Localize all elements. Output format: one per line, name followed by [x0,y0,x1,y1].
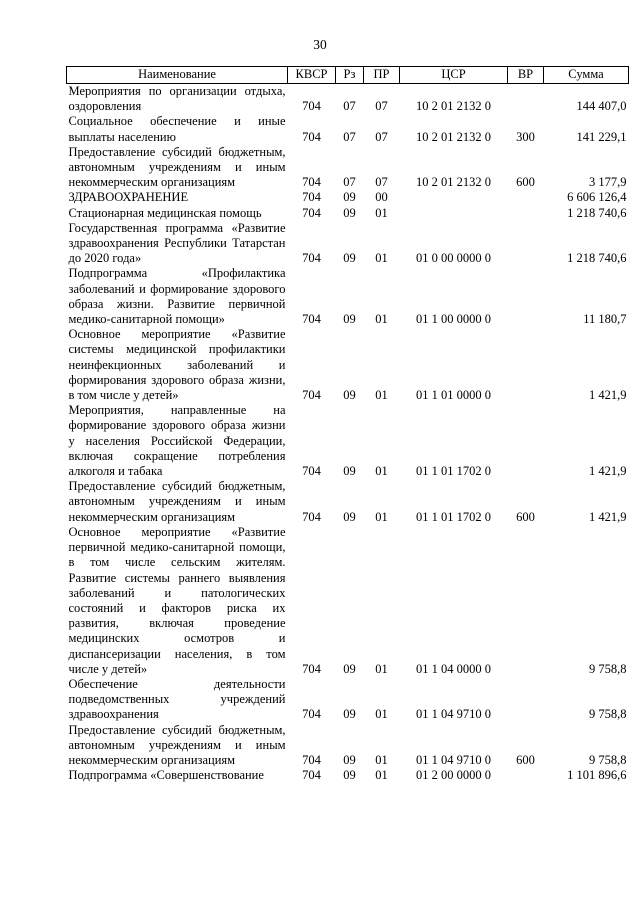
cell-csr: 01 1 01 1702 0 [416,509,491,524]
cell-kvsr: 704 [302,99,321,114]
cell-rz: 09 [343,388,356,403]
cell-pr: 01 [375,707,388,722]
cell-vr [508,525,544,677]
cell-sum: 144 407,0 [576,99,627,114]
cell-csr: 10 2 01 2132 0 [416,175,491,190]
cell-kvsr: 704 [302,312,321,327]
cell-sum: 9 758,8 [589,661,627,676]
cell-vr [508,768,544,783]
cell-sum: 3 177,9 [589,175,627,190]
cell-rz: 09 [343,464,356,479]
cell-csr: 01 1 04 9710 0 [416,707,491,722]
table-row [67,145,629,191]
cell-vr [508,206,544,221]
cell-name: Предоставление субсидий бюджетным, автономным учреждениям и иным некоммерческим организациям [68,479,286,524]
cell-kvsr: 704 [302,190,321,205]
cell-vr [508,403,544,479]
table-row [67,723,629,769]
cell-csr [400,206,508,221]
cell-name: Стационарная медицинская помощь [68,205,262,220]
cell-sum: 11 180,7 [583,312,627,327]
cell-kvsr: 704 [302,509,321,524]
cell-sum: 141 229,1 [576,129,627,144]
cell-rz: 09 [343,190,356,205]
cell-rz: 07 [343,175,356,190]
cell-sum: 9 758,8 [589,752,627,767]
table-row [67,479,629,525]
cell-name: Предоставление субсидий бюджетным, автономным учреждениям и иным некоммерческим организациям [68,144,286,190]
cell-vr: 600 [516,752,535,767]
budget-table [66,66,629,783]
cell-sum: 1 421,9 [589,464,627,479]
cell-name: Государственная программа «Развитие здравоохранения Республики Татарстан до 2020 года» [68,220,286,266]
header-vr: ВР [508,67,544,84]
cell-pr: 01 [375,661,388,676]
cell-pr: 00 [375,190,388,205]
cell-rz: 09 [343,707,356,722]
cell-pr: 01 [375,509,388,524]
cell-rz: 09 [343,251,356,266]
cell-sum: 9 758,8 [589,707,627,722]
cell-name: Мероприятия, направленные на формирование здорового образа жизни у населения Российской Федерации, включая сокращение потребления алкоголя и табака [68,403,286,479]
cell-rz: 09 [343,768,356,783]
header-name: Наименование [67,67,288,84]
cell-vr: 600 [516,509,535,524]
cell-pr: 07 [375,99,388,114]
header-kvsr: КВСР [288,67,336,84]
cell-sum: 1 218 740,6 [567,251,627,266]
cell-csr: 01 2 00 0000 0 [416,768,491,783]
cell-rz: 09 [343,752,356,767]
cell-vr [508,327,544,403]
cell-kvsr: 704 [302,707,321,722]
cell-kvsr: 704 [302,768,321,783]
cell-pr: 01 [375,388,388,403]
cell-name: Обеспечение деятельности подведомственных учреждений здравоохранения [68,676,286,722]
table-row [67,221,629,267]
cell-pr: 01 [375,205,388,220]
cell-pr: 01 [375,768,388,783]
header-csr: ЦСР [400,67,508,84]
cell-name: Подпрограмма «Профилактика заболеваний и формирование здорового образа жизни. Развитие первичной медико-санитарной помощи» [68,266,286,327]
header-pr: ПР [364,67,400,84]
table-body [67,84,629,784]
cell-vr [508,677,544,723]
page-number: 30 [313,37,327,52]
cell-name: Предоставление субсидий бюджетным, автономным учреждениям и иным некоммерческим организациям [68,722,286,767]
cell-csr: 01 1 04 0000 0 [416,661,491,676]
cell-sum: 6 606 126,4 [567,190,627,205]
cell-rz: 09 [343,205,356,220]
cell-kvsr: 704 [302,752,321,767]
cell-name: ЗДРАВООХРАНЕНИЕ [68,190,189,205]
table-row [67,114,629,144]
cell-sum: 1 421,9 [589,509,627,524]
table-header [67,67,629,84]
cell-csr: 10 2 01 2132 0 [416,129,491,144]
table-row [67,677,629,723]
cell-vr: 600 [516,175,535,190]
cell-kvsr: 704 [302,388,321,403]
cell-vr [508,266,544,327]
cell-csr: 01 1 01 1702 0 [416,464,491,479]
cell-vr [508,221,544,267]
table-row [67,266,629,327]
cell-rz: 09 [343,312,356,327]
table-row [67,206,629,221]
cell-kvsr: 704 [302,205,321,220]
cell-vr [508,190,544,205]
cell-vr [508,84,544,115]
cell-pr: 07 [375,175,388,190]
cell-csr: 01 1 01 0000 0 [416,388,491,403]
cell-rz: 09 [343,509,356,524]
table-row [67,403,629,479]
cell-csr: 10 2 01 2132 0 [416,99,491,114]
cell-pr: 01 [375,752,388,767]
cell-name: Мероприятия по организации отдыха, оздоровления [68,84,286,114]
cell-rz: 07 [343,99,356,114]
table-row [67,327,629,403]
cell-kvsr: 704 [302,251,321,266]
cell-rz: 09 [343,661,356,676]
cell-vr: 300 [516,129,535,144]
header-sum: Сумма [544,67,629,84]
cell-name: Подпрограмма «Совершенствование [68,768,264,783]
cell-pr: 01 [375,464,388,479]
cell-kvsr: 704 [302,129,321,144]
table-row [67,525,629,677]
cell-sum: 1 421,9 [589,388,627,403]
cell-pr: 07 [375,129,388,144]
table-row [67,768,629,783]
cell-csr: 01 0 00 0000 0 [416,251,491,266]
table-row [67,190,629,205]
cell-csr [400,190,508,205]
cell-pr: 01 [375,312,388,327]
cell-kvsr: 704 [302,464,321,479]
cell-csr: 01 1 04 9710 0 [416,752,491,767]
cell-name: Социальное обеспечение и иные выплаты населению [68,114,286,144]
table-row [67,84,629,115]
cell-rz: 07 [343,129,356,144]
cell-kvsr: 704 [302,661,321,676]
cell-pr: 01 [375,251,388,266]
cell-csr: 01 1 00 0000 0 [416,312,491,327]
cell-name: Основное мероприятие «Развитие системы медицинской профилактики неинфекционных заболеваний и формирования здорового образа жизни, в том числе у детей» [68,327,286,403]
cell-name: Основное мероприятие «Развитие первичной медико-санитарной помощи, в том числе сельским жителям. Развитие системы раннего выявления заболеваний и патологических состояний и факторов риска их развития, включая проведение медицинских осмотров и диспансеризации населения, в том числе у детей» [68,524,286,676]
cell-sum: 1 218 740,6 [567,205,627,220]
header-rz: Рз [336,67,364,84]
cell-kvsr: 704 [302,175,321,190]
cell-sum: 1 101 896,6 [567,768,627,783]
